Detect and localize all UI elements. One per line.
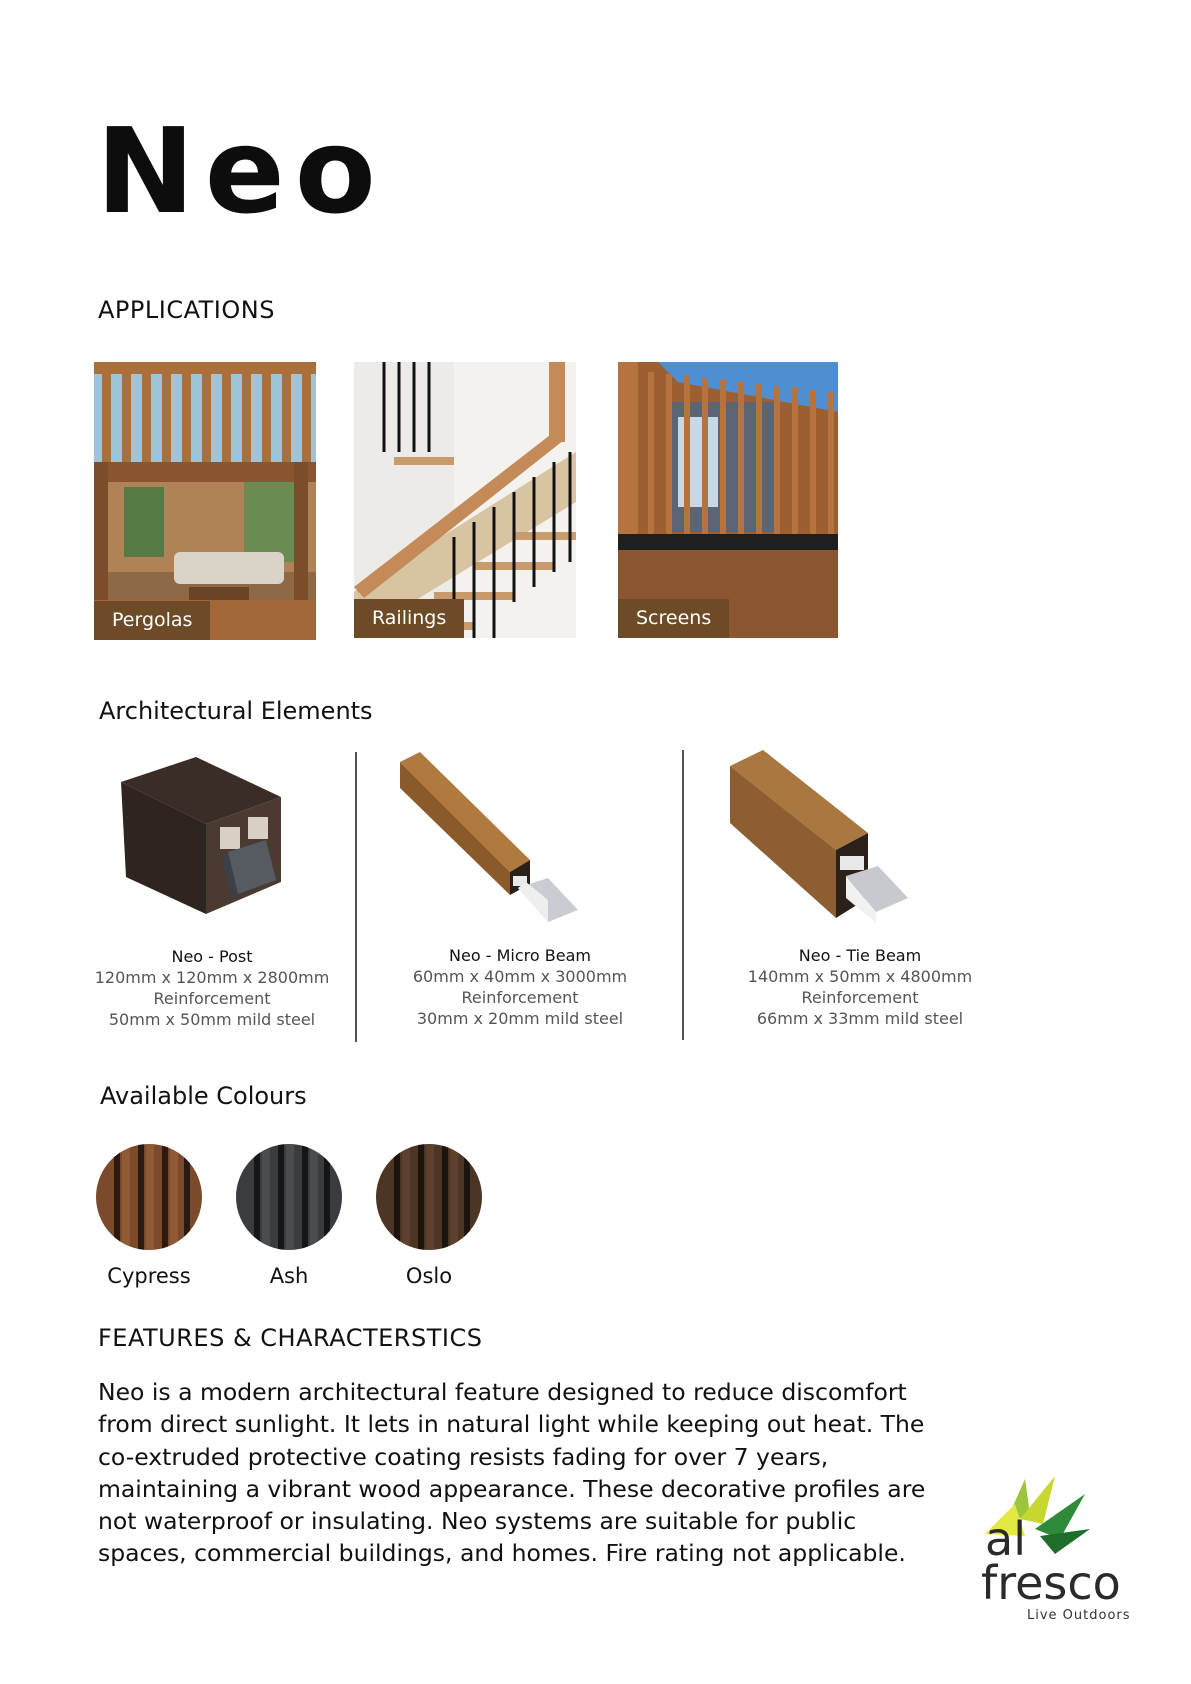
micro-beam-spec [400,945,640,1029]
oslo-swatch [376,1144,482,1250]
post-spec [92,946,332,1030]
screens-label: Screens [618,599,729,638]
tie-beam-name: Neo - Tie Beam [798,946,922,965]
pergolas-label: Pergolas [94,601,210,640]
applications-heading: APPLICATIONS [98,296,275,324]
logo-line1: al [985,1512,1026,1566]
tie-beam-spec [740,945,980,1029]
logo-line2: fresco [981,1556,1121,1610]
post-reinf: 50mm x 50mm mild steel [108,1010,316,1029]
features-line: maintaining a vibrant wood appearance. These decorative profiles are [98,1474,926,1503]
micro-beam-name: Neo - Micro Beam [449,946,591,965]
features-line: spaces, commercial buildings, and homes. Fire rating not applicable. [98,1539,906,1568]
screens-image [618,362,838,638]
features-heading: FEATURES & CHARACTERSTICS [98,1324,483,1352]
architectural-heading: Architectural Elements [99,697,373,725]
ash-label: Ash [269,1264,309,1288]
features-line: from direct sunlight. It lets in natural light while keeping out heat. The [98,1410,925,1439]
ash-swatch [236,1144,342,1250]
tie-beam-image [728,748,918,932]
divider [682,750,684,1040]
features-line: Neo is a modern architectural feature designed to reduce discomfort [98,1378,907,1406]
divider [355,752,357,1042]
post-reinf-label: Reinforcement [153,989,271,1008]
features-line: not waterproof or insulating. Neo systems are suitable for public [98,1507,857,1536]
railings-image [354,362,576,638]
pergolas-image [94,362,316,640]
micro-beam-dims: 60mm x 40mm x 3000mm [412,967,628,986]
tie-beam-dims: 140mm x 50mm x 4800mm [747,967,973,986]
micro-beam-reinf-label: Reinforcement [461,988,579,1007]
oslo-label: Oslo [405,1264,453,1288]
post-image [116,752,286,926]
features-paragraph [98,1376,928,1570]
alfresco-logo [981,1474,1150,1634]
logo-tagline: Live Outdoors [1027,1608,1131,1623]
micro-beam-reinf: 30mm x 20mm mild steel [416,1009,624,1028]
features-line: co-extruded protective coating resists fading for over 7 years, [98,1442,829,1471]
cypress-label: Cypress [107,1264,191,1288]
tie-beam-reinf-label: Reinforcement [801,988,919,1007]
colours-heading: Available Colours [100,1082,307,1110]
cypress-swatch [96,1144,202,1250]
page-title: Neo [96,102,386,240]
post-dims: 120mm x 120mm x 2800mm [94,968,330,987]
post-name: Neo - Post [171,947,253,966]
tie-beam-reinf: 66mm x 33mm mild steel [756,1009,964,1028]
railings-label: Railings [354,599,464,638]
micro-beam-image [398,750,588,929]
